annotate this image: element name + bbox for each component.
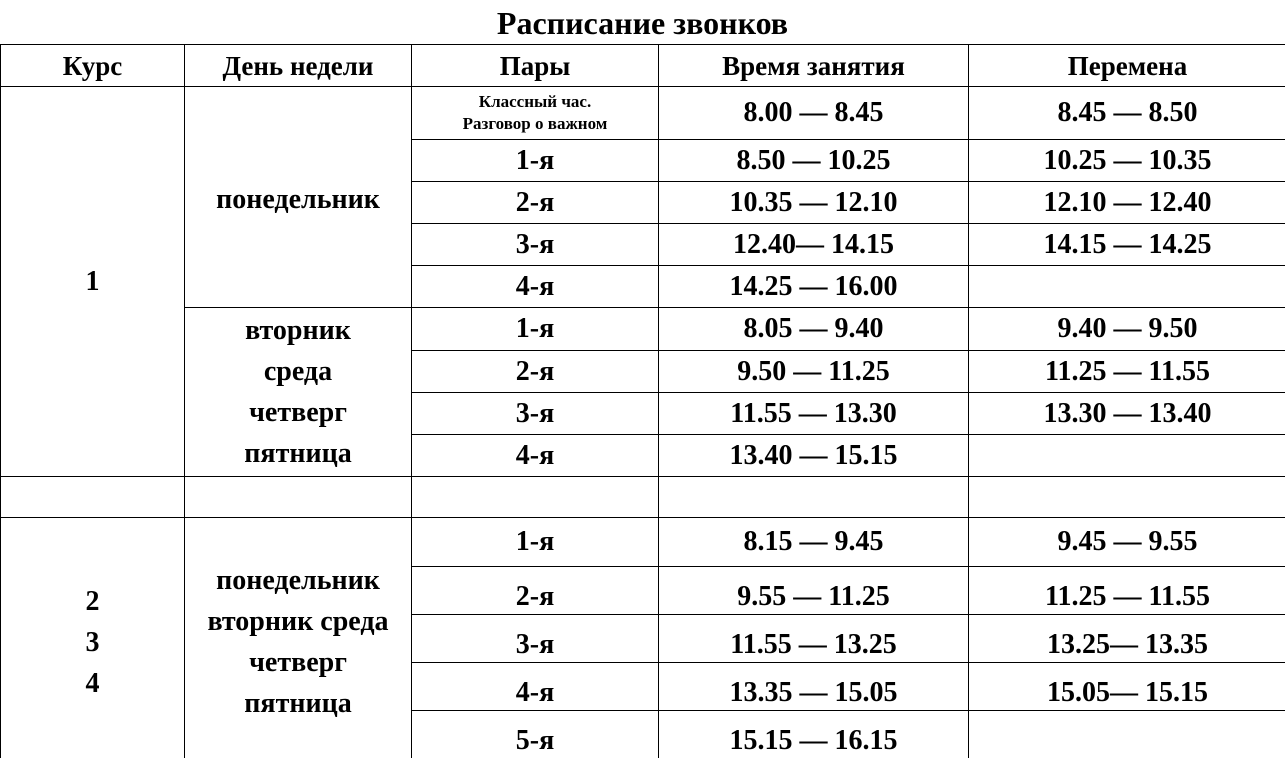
pair-cell: 2-я bbox=[412, 182, 659, 224]
break-text bbox=[969, 756, 1285, 758]
pair-cell: 1-я bbox=[412, 140, 659, 182]
pair-cell: 2-я bbox=[412, 351, 659, 393]
time-cell: 11.55 — 13.30 bbox=[659, 393, 969, 435]
pair-cell: 1-я bbox=[412, 308, 659, 351]
break-cell bbox=[969, 711, 1285, 759]
pair-cell bbox=[412, 663, 659, 711]
time-cell: 8.00 — 8.45 bbox=[659, 87, 969, 140]
course-line: 4 bbox=[1, 663, 184, 704]
time-cell bbox=[659, 615, 969, 663]
time-text: 9.55 — 11.25 bbox=[659, 582, 968, 614]
break-cell: 12.10 — 12.40 bbox=[969, 182, 1285, 224]
course-line: 2 bbox=[1, 581, 184, 622]
break-text: 11.25 — 11.55 bbox=[969, 582, 1285, 614]
break-cell: 9.45 — 9.55 bbox=[969, 518, 1285, 567]
pair-cell bbox=[412, 87, 659, 140]
pair-cell: 4-я bbox=[412, 435, 659, 477]
break-cell: 13.30 — 13.40 bbox=[969, 393, 1285, 435]
break-cell: 14.15 — 14.25 bbox=[969, 224, 1285, 266]
header-day: День недели bbox=[185, 45, 412, 87]
break-cell: 8.45 — 8.50 bbox=[969, 87, 1285, 140]
time-cell bbox=[659, 663, 969, 711]
day-line: пятница bbox=[185, 433, 411, 474]
day-line: понедельник bbox=[185, 560, 411, 601]
table-row bbox=[1, 308, 1285, 351]
header-pair: Пары bbox=[412, 45, 659, 87]
time-cell bbox=[659, 711, 969, 759]
empty-cell bbox=[1, 477, 185, 518]
time-cell bbox=[659, 567, 969, 615]
table-row bbox=[1, 518, 1285, 567]
break-cell bbox=[969, 615, 1285, 663]
pair-text: 3-я bbox=[412, 630, 658, 662]
day-line: вторник среда bbox=[185, 601, 411, 642]
break-cell: 11.25 — 11.55 bbox=[969, 351, 1285, 393]
day-line: среда bbox=[185, 351, 411, 392]
pair-line: Разговор о важном bbox=[412, 113, 658, 135]
pair-text: 2-я bbox=[412, 582, 658, 614]
day-line: четверг bbox=[185, 642, 411, 683]
pair-text: 5-я bbox=[412, 726, 658, 758]
empty-cell bbox=[412, 477, 659, 518]
time-cell: 14.25 — 16.00 bbox=[659, 266, 969, 308]
break-cell bbox=[969, 663, 1285, 711]
header-course: Курс bbox=[1, 45, 185, 87]
pair-cell: 3-я bbox=[412, 393, 659, 435]
time-cell: 8.50 — 10.25 bbox=[659, 140, 969, 182]
pair-cell: 3-я bbox=[412, 224, 659, 266]
pair-cell bbox=[412, 711, 659, 759]
empty-cell bbox=[969, 477, 1285, 518]
bell-schedule-table bbox=[0, 44, 1285, 759]
pair-cell bbox=[412, 567, 659, 615]
time-cell: 10.35 — 12.10 bbox=[659, 182, 969, 224]
empty-cell bbox=[659, 477, 969, 518]
break-cell bbox=[969, 567, 1285, 615]
time-cell: 13.40 — 15.15 bbox=[659, 435, 969, 477]
pair-cell: 1-я bbox=[412, 518, 659, 567]
time-text: 11.55 — 13.25 bbox=[659, 630, 968, 662]
break-cell bbox=[969, 266, 1285, 308]
time-cell: 8.15 — 9.45 bbox=[659, 518, 969, 567]
day-cell-mon-fri bbox=[185, 518, 412, 759]
time-text: 13.35 — 15.05 bbox=[659, 678, 968, 710]
pair-text: 4-я bbox=[412, 678, 658, 710]
time-cell: 8.05 — 9.40 bbox=[659, 308, 969, 351]
page-title: Расписание звонков bbox=[0, 0, 1285, 44]
course-cell-2-4 bbox=[1, 518, 185, 759]
day-line: пятница bbox=[185, 683, 411, 724]
course-cell-1: 1 bbox=[1, 87, 185, 477]
time-text: 15.15 — 16.15 bbox=[659, 726, 968, 758]
day-line: вторник bbox=[185, 310, 411, 351]
break-cell: 10.25 — 10.35 bbox=[969, 140, 1285, 182]
break-cell: 9.40 — 9.50 bbox=[969, 308, 1285, 351]
course-line: 3 bbox=[1, 622, 184, 663]
day-cell-monday: понедельник bbox=[185, 87, 412, 308]
separator-row bbox=[1, 477, 1285, 518]
empty-cell bbox=[185, 477, 412, 518]
break-text: 13.25— 13.35 bbox=[969, 630, 1285, 662]
pair-cell: 4-я bbox=[412, 266, 659, 308]
header-row bbox=[1, 45, 1285, 87]
time-cell: 9.50 — 11.25 bbox=[659, 351, 969, 393]
time-cell: 12.40— 14.15 bbox=[659, 224, 969, 266]
header-break: Перемена bbox=[969, 45, 1285, 87]
day-cell-tue-fri bbox=[185, 308, 412, 477]
break-cell bbox=[969, 435, 1285, 477]
header-time: Время занятия bbox=[659, 45, 969, 87]
pair-line: Классный час. bbox=[412, 91, 658, 113]
table-row bbox=[1, 87, 1285, 140]
break-text: 15.05— 15.15 bbox=[969, 678, 1285, 710]
pair-cell bbox=[412, 615, 659, 663]
day-line: четверг bbox=[185, 392, 411, 433]
